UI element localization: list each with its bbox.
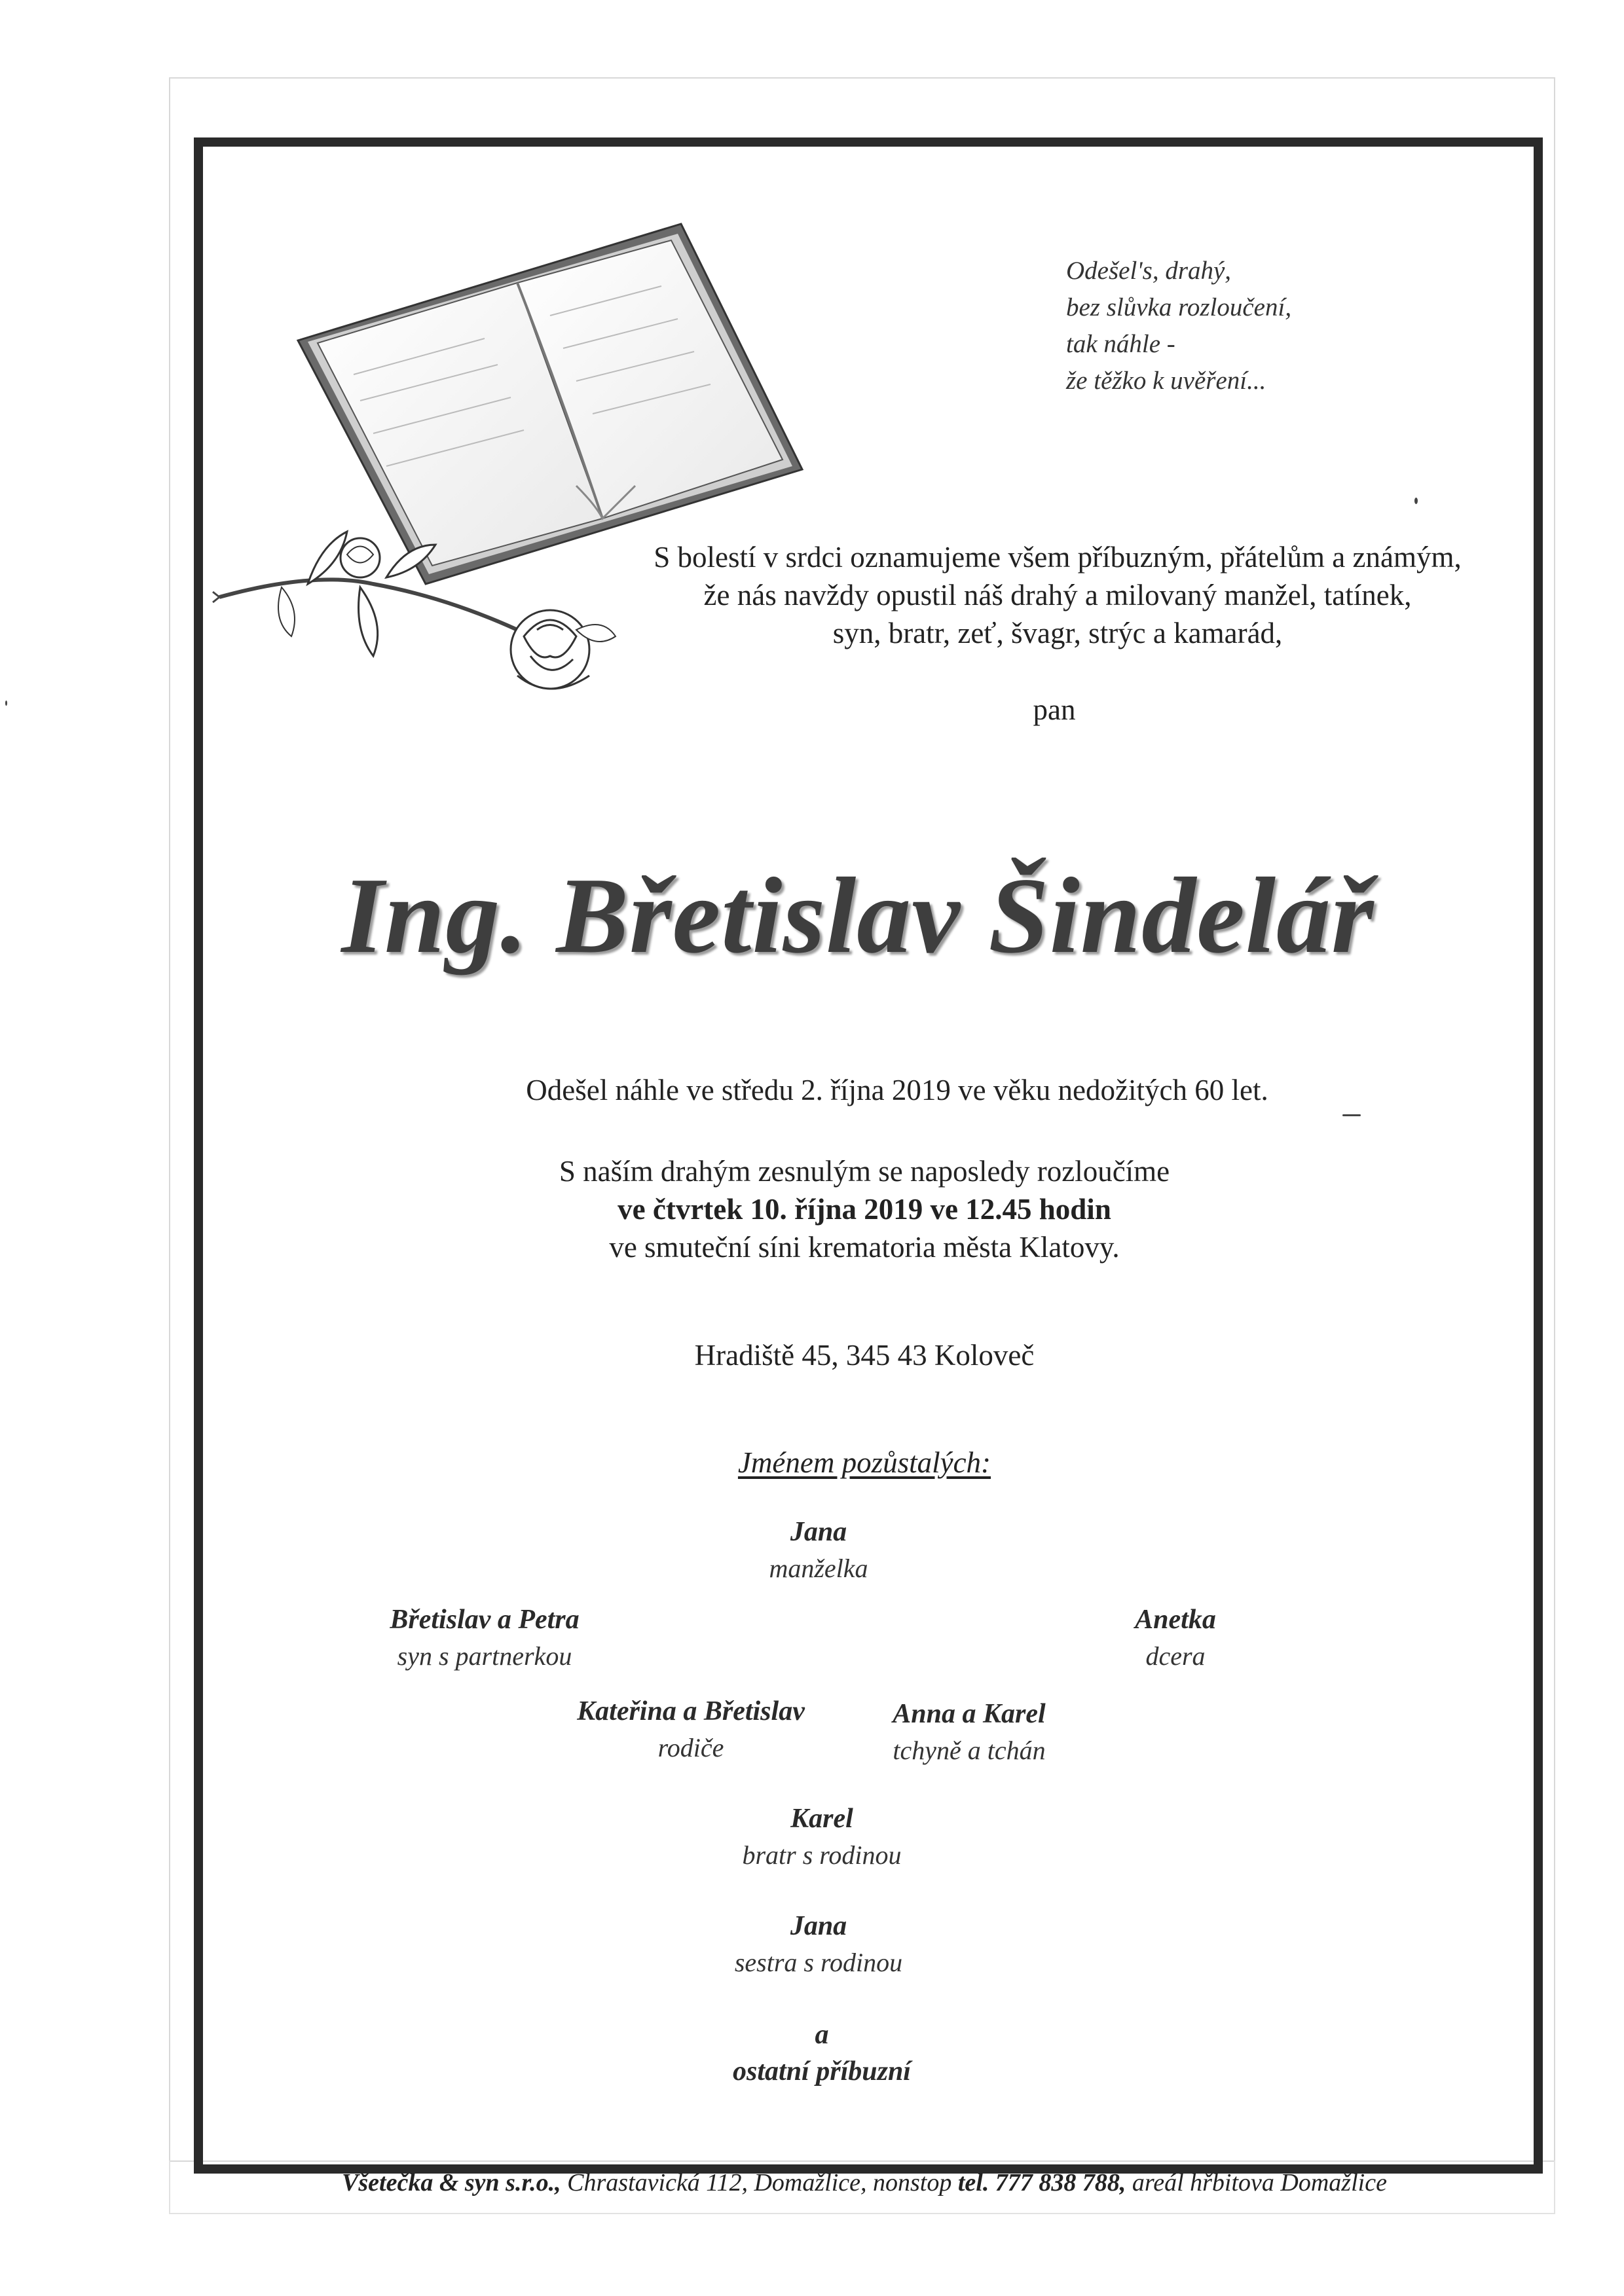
mourner-name: Jana: [790, 1517, 847, 1547]
mourner-relation: sestra s rodinou: [734, 1948, 903, 1977]
mourner-name: ostatní příbuzní: [733, 2056, 911, 2086]
deceased-name: Ing. Břetislav Šindelář: [341, 855, 1375, 975]
mourner-name: Kateřina a Břetislav: [577, 1696, 805, 1726]
mourner-relation: bratr s rodinou: [742, 1840, 902, 1870]
ceremony-place: ve smuteční síni krematoria města Klatovy.: [609, 1231, 1120, 1264]
announcement: [583, 538, 1532, 652]
poem-line: že těžko k uvěření...: [1066, 367, 1266, 395]
announcement-line: syn, bratr, zeť, švagr, strýc a kamarád,: [832, 617, 1283, 649]
footer-phone: tel. 777 838 788,: [957, 2169, 1126, 2196]
mourner-relation: dcera: [1145, 1641, 1206, 1671]
mourner-entry: [940, 1601, 1411, 1675]
footer-location: areál hřbitova Domažlice: [1126, 2169, 1387, 2196]
mourner-relation: syn s partnerkou: [397, 1641, 572, 1671]
poem: [1066, 253, 1433, 399]
mourner-entry: [586, 2016, 1058, 2090]
ceremony-datetime: ve čtvrtek 10. října 2019 ve 12.45 hodin: [618, 1193, 1111, 1226]
mourner-name: Břetislav a Petra: [390, 1605, 580, 1635]
poem-line: tak náhle -: [1066, 330, 1175, 358]
ceremony-info: [367, 1152, 1362, 1266]
ceremony-intro: S naším drahým zesnulým se naposledy rozloučíme: [559, 1155, 1170, 1188]
funeral-service-footer: [196, 2168, 1532, 2197]
mourner-entry: [586, 1800, 1058, 1874]
footer-company: Všetečka & syn s.r.o.,: [342, 2169, 561, 2196]
mourner-relation: rodiče: [657, 1733, 724, 1762]
death-info: Odešel náhle ve středu 2. října 2019 ve věku nedožitých 60 let.: [526, 1074, 1268, 1106]
honorific: pan: [1033, 693, 1076, 726]
footer-address: Chrastavická 112, Domažlice, nonstop: [561, 2169, 958, 2196]
announcement-line: že nás navždy opustil náš drahý a milovaný manžel, tatínek,: [703, 579, 1412, 611]
mourner-entry: [249, 1601, 720, 1675]
family-address: Hradiště 45, 345 43 Koloveč: [694, 1339, 1035, 1372]
on-behalf-heading: Jménem pozůstalých:: [737, 1446, 991, 1479]
announcement-line: S bolestí v srdci oznamujeme všem příbuzným, přátelům a známým,: [654, 541, 1462, 574]
mourner-conjunction: a: [815, 2020, 829, 2050]
mourner-name: Anna a Karel: [893, 1699, 1046, 1729]
scan-speck: [1414, 498, 1418, 504]
mourner-name: Jana: [790, 1911, 847, 1941]
poem-line: Odešel's, drahý,: [1066, 257, 1232, 285]
mourner-name: Anetka: [1135, 1605, 1216, 1635]
mourner-entry: [583, 1514, 1054, 1587]
poem-line: bez slůvka rozloučení,: [1066, 293, 1292, 321]
mourner-entry: [733, 1696, 1205, 1769]
mourner-relation: tchyně a tchán: [893, 1736, 1046, 1765]
mourner-relation: manželka: [769, 1554, 868, 1583]
mourner-name: Karel: [790, 1804, 853, 1834]
scan-speck: [5, 701, 7, 706]
mourner-entry: [583, 1908, 1054, 1981]
scan-speck: [1342, 1114, 1361, 1116]
